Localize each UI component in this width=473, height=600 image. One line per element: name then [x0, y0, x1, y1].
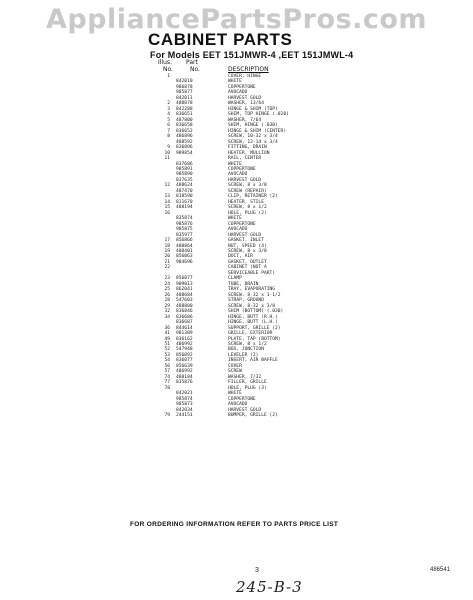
- part-description: CLAMP: [228, 276, 242, 282]
- part-number: 488194: [176, 205, 193, 211]
- part-description: COVER: [228, 363, 242, 369]
- part-number: 856077: [176, 276, 193, 282]
- part-number: 856092: [176, 352, 193, 358]
- document-code: 486541: [430, 567, 451, 573]
- part-description: HARVEST GOLD: [228, 177, 262, 183]
- illus-number: 6: [167, 123, 170, 129]
- part-number: 835874: [176, 216, 193, 222]
- part-description: HOLE, PLUG (3): [228, 385, 267, 391]
- part-description: SCREW (REPAIR): [228, 188, 267, 194]
- part-description: SHIM, HINGE (.030): [228, 123, 278, 129]
- illus-number: 22: [164, 265, 170, 271]
- part-description: GASKET, INLET: [228, 238, 264, 244]
- part-description: NUT, SPEED (4): [228, 243, 267, 249]
- part-description: DUCT, AIR: [228, 254, 253, 260]
- part-number: 862041: [176, 287, 193, 293]
- part-number: 842288: [176, 106, 193, 112]
- part-number: 981389: [176, 331, 193, 337]
- illus-number: 23: [164, 276, 170, 282]
- part-number: 488078: [176, 101, 193, 107]
- illus-number: 4: [167, 112, 170, 118]
- part-number: 856063: [176, 254, 193, 260]
- part-description: SCREW, 8 x 1/2: [228, 205, 267, 211]
- part-description: HARVEST GOLD: [228, 232, 262, 238]
- part-description: TRAY, EVAPORATING: [228, 287, 276, 293]
- illus-number: 26: [164, 292, 170, 298]
- illus-number: 79: [164, 413, 170, 419]
- illus-number: 5: [167, 117, 170, 123]
- illus-number: 57: [164, 369, 170, 375]
- illus-number: 56: [164, 363, 170, 369]
- part-number: 836896: [176, 145, 193, 151]
- part-description: COVER, HINGE: [228, 74, 262, 79]
- part-description: CABINET (NOT A: [228, 265, 267, 271]
- part-description: BUMPER, GRILLE (2): [228, 413, 278, 419]
- part-number: 985875: [176, 227, 193, 233]
- part-description: CLIP, RETAINER (2): [228, 194, 278, 200]
- part-description: HINGE, BUTT (L.H.): [228, 320, 278, 326]
- part-number: 985876: [176, 221, 193, 227]
- part-number: 837635: [176, 177, 193, 183]
- illus-number: 1: [167, 74, 170, 79]
- illus-number: 53: [164, 352, 170, 358]
- part-description: SHIM, TOP HINGE (.020): [228, 112, 289, 118]
- part-number: 985873: [176, 402, 193, 408]
- illus-number: 10: [164, 150, 170, 156]
- part-description: AVOCADO: [228, 227, 248, 233]
- illus-number: 13: [164, 194, 170, 200]
- illus-number: 16: [164, 210, 170, 216]
- part-number: 985890: [176, 172, 193, 178]
- illus-number: 19: [164, 249, 170, 254]
- part-description: WHITE: [228, 216, 242, 222]
- part-description: WHITE: [228, 161, 242, 167]
- part-number: 842011: [176, 95, 193, 101]
- illus-number: 51: [164, 341, 170, 347]
- illus-number: 12: [164, 183, 170, 189]
- part-description: INSERT, AIR BAFFLE: [228, 358, 278, 364]
- part-description: COPPERTONE: [228, 84, 256, 90]
- part-number: 486896: [176, 134, 193, 140]
- part-number: 985891: [176, 166, 193, 172]
- illus-number: 49: [164, 336, 170, 342]
- illus-number: 21: [164, 259, 170, 265]
- part-description: SCREW, 8-32 x 1-1/2: [228, 292, 281, 298]
- page-number: 3: [255, 567, 259, 574]
- illus-number: 7: [167, 128, 170, 134]
- part-description: COPPERTONE: [228, 396, 256, 402]
- part-number: 836658: [176, 123, 193, 129]
- part-description: SCREW, 10-32 x 3/4: [228, 134, 278, 140]
- header-part: Part: [186, 59, 198, 66]
- illus-number: 24: [164, 281, 170, 287]
- part-number: 547603: [176, 298, 193, 304]
- ordering-info: FOR ORDERING INFORMATION REFER TO PARTS PRICE LIST: [130, 521, 339, 528]
- part-description: LEVELER (2): [228, 352, 259, 358]
- part-number: 856639: [176, 363, 193, 369]
- part-description: BOX, JUNCTION: [228, 347, 264, 353]
- part-description: HINGE, BUTT (R.H.): [228, 314, 278, 320]
- part-number: 842034: [176, 407, 193, 413]
- illus-number: 9: [167, 145, 170, 151]
- part-description: SCREW, 8 x 3/8: [228, 183, 267, 189]
- part-number: 856866: [176, 238, 193, 244]
- part-description: PLATE, TAP (BOTTOM): [228, 336, 281, 342]
- part-number: 836846: [176, 309, 193, 315]
- part-number: 488684: [176, 292, 193, 298]
- part-number: 909013: [176, 281, 193, 287]
- part-number: 487470: [176, 188, 193, 194]
- part-description: GRILLE, EXTERIOR: [228, 331, 273, 337]
- part-number: 488624: [176, 183, 193, 189]
- illus-number: 74: [164, 374, 170, 380]
- part-number: 486992: [176, 369, 193, 375]
- illus-number: 14: [164, 199, 170, 205]
- part-description: AVOCADO: [228, 90, 248, 96]
- models-line: For Models EET 151JMWR-4 ,EET 151JMWL-4: [150, 50, 354, 60]
- illus-number: 2: [167, 101, 170, 107]
- illus-number: 41: [164, 331, 170, 337]
- part-description: RAIL, CENTER: [228, 156, 262, 162]
- parts-list: [150, 74, 450, 419]
- part-number: 835977: [176, 232, 193, 238]
- part-number: 985877: [176, 90, 193, 96]
- illus-number: 29: [164, 303, 170, 309]
- part-number: 811670: [176, 199, 193, 205]
- part-row: [150, 413, 450, 418]
- part-description: COPPERTONE: [228, 166, 256, 172]
- part-description: HOLE, PLUG (2): [228, 210, 267, 216]
- page-title: CABINET PARTS: [148, 30, 293, 49]
- part-description: AVOCADO: [228, 402, 248, 408]
- part-description: SHIM (BOTTOM) (.030): [228, 309, 284, 315]
- illus-number: 32: [164, 309, 170, 315]
- part-number: 837686: [176, 161, 193, 167]
- part-description: SUPPORT, GRILLE (2): [228, 325, 281, 331]
- illus-number: 28: [164, 298, 170, 304]
- part-number: 842010: [176, 79, 193, 85]
- part-description: SCREW: [228, 369, 242, 375]
- header-part-no: No.: [190, 66, 200, 73]
- part-description: SCREW, 12-14 x 3/4: [228, 139, 278, 145]
- header-description: DESCRIPTION: [228, 66, 269, 73]
- part-number: 244151: [176, 413, 193, 419]
- illus-number: 78: [164, 385, 170, 391]
- illus-number: 54: [164, 358, 170, 364]
- header-illus: Illus.: [158, 59, 172, 66]
- illus-number: 18: [164, 243, 170, 249]
- illus-number: 11: [164, 156, 170, 162]
- part-number: 986878: [176, 84, 193, 90]
- illus-number: 15: [164, 205, 170, 211]
- illus-number: 36: [164, 325, 170, 331]
- illus-number: 8: [167, 134, 170, 140]
- illus-number: 17: [164, 238, 170, 244]
- part-number: 984696: [176, 259, 193, 265]
- part-description: WHITE: [228, 79, 242, 85]
- part-description: HARVEST GOLD: [228, 407, 262, 413]
- handwritten-note: 245-B-3: [236, 578, 303, 596]
- part-description: SCREW, 8 x 1/2: [228, 341, 267, 347]
- part-description: FILLER, GRILLE: [228, 380, 267, 386]
- part-number: 836651: [176, 112, 193, 118]
- watermark: AppliancePartsPros.com: [45, 4, 428, 35]
- part-number: 488184: [176, 374, 193, 380]
- part-number: 836686: [176, 314, 193, 320]
- part-number: 985874: [176, 396, 193, 402]
- part-number: 842021: [176, 391, 193, 397]
- part-description: WASHER, 13/64: [228, 101, 264, 107]
- part-description: STRAP, GROUND: [228, 298, 264, 304]
- illus-number: 77: [164, 380, 170, 386]
- part-description: TUBE, DRAIN: [228, 281, 259, 287]
- part-number: 836162: [176, 336, 193, 342]
- part-description: WASHER, 7/64: [228, 117, 262, 123]
- part-description: AVOCADO: [228, 172, 248, 178]
- illus-number: 25: [164, 287, 170, 293]
- part-number: 836687: [176, 320, 193, 326]
- part-number: 836652: [176, 128, 193, 134]
- illus-number: 34: [164, 314, 170, 320]
- part-number: 488592: [176, 139, 193, 145]
- part-description: SCREW, 8 x 3/8: [228, 249, 267, 254]
- part-number: 488401: [176, 249, 193, 254]
- part-number: 835876: [176, 380, 193, 386]
- part-description: SERVICEABLE PART): [228, 270, 276, 276]
- part-description: GASKET, OUTLET: [228, 259, 267, 265]
- part-description: FITTING, DRAIN: [228, 145, 267, 151]
- illus-number: 20: [164, 254, 170, 260]
- part-number: 487800: [176, 117, 193, 123]
- part-description: HEATER, MULLION: [228, 150, 270, 156]
- part-description: WHITE: [228, 391, 242, 397]
- header-illus-no: No.: [163, 66, 173, 73]
- part-number: 488800: [176, 303, 193, 309]
- part-number: 488864: [176, 243, 193, 249]
- part-description: HEATER, STILE: [228, 199, 264, 205]
- part-description: SCREW, 8-32 x 3/8: [228, 303, 276, 309]
- part-number: 844614: [176, 325, 193, 331]
- part-number: 989854: [176, 150, 193, 156]
- illus-number: 3: [167, 106, 170, 112]
- part-number: 818590: [176, 194, 193, 200]
- part-description: HARVEST GOLD: [228, 95, 262, 101]
- illus-number: 52: [164, 347, 170, 353]
- part-description: HINGE & SHIM (CENTER): [228, 128, 287, 134]
- part-number: 486992: [176, 341, 193, 347]
- part-number: 836077: [176, 358, 193, 364]
- part-number: 547948: [176, 347, 193, 353]
- part-description: WASHER, 7/32: [228, 374, 262, 380]
- part-description: COPPERTONE: [228, 221, 256, 227]
- part-description: HINGE & SHIM (TOP): [228, 106, 278, 112]
